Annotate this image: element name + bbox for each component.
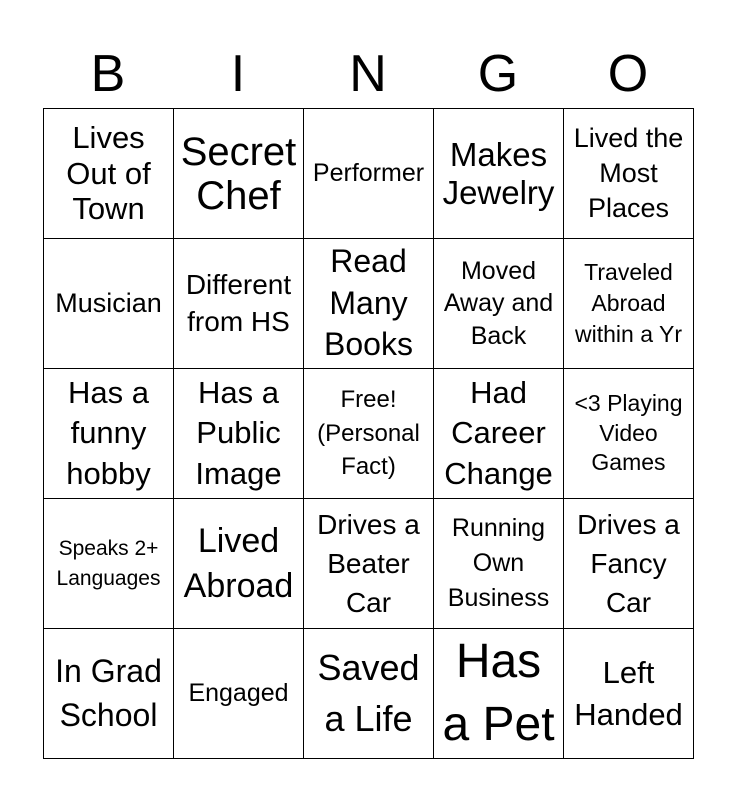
header-letter-g: G [477,45,519,103]
bingo-board [43,108,694,759]
bingo-header [43,40,693,108]
bingo-cell[interactable]: Performer [304,109,434,239]
bingo-cell[interactable]: Traveled Abroad within a Yr [564,239,694,369]
board-row [44,629,694,759]
bingo-cell[interactable]: Engaged [174,629,304,759]
board-row [44,369,694,499]
bingo-cell[interactable]: Musician [44,239,174,369]
bingo-cell[interactable]: Lived the Most Places [564,109,694,239]
bingo-cell[interactable]: Drives a Beater Car [304,499,434,629]
bingo-cell[interactable]: Drives a Fancy Car [564,499,694,629]
bingo-cell[interactable]: Secret Chef [174,109,304,239]
bingo-cell[interactable]: Different from HS [174,239,304,369]
bingo-cell[interactable]: Makes Jewelry [434,109,564,239]
board-row [44,499,694,629]
bingo-cell[interactable]: Moved Away and Back [434,239,564,369]
bingo-cell[interactable]: Running Own Business [434,499,564,629]
bingo-cell[interactable]: In Grad School [44,629,174,759]
bingo-cell[interactable]: Lived Abroad [174,499,304,629]
bingo-cell[interactable]: Free! (Personal Fact) [304,369,434,499]
bingo-cell[interactable]: Had Career Change [434,369,564,499]
bingo-cell[interactable]: Has a funny hobby [44,369,174,499]
bingo-cell[interactable]: Left Handed [564,629,694,759]
header-letter-i: I [230,45,246,103]
board-row [44,239,694,369]
bingo-cell[interactable]: Has a Pet [434,629,564,759]
bingo-cell[interactable]: <3 Playing Video Games [564,369,694,499]
header-letter-b: B [90,45,126,103]
bingo-cell[interactable]: Has a Public Image [174,369,304,499]
header-letter-o: O [607,45,649,103]
board-row [44,109,694,239]
bingo-cell[interactable]: Read Many Books [304,239,434,369]
header-letter-n: N [349,45,387,103]
bingo-cell[interactable]: Speaks 2+ Languages [44,499,174,629]
bingo-cell[interactable]: Lives Out of Town [44,109,174,239]
bingo-cell[interactable]: Saved a Life [304,629,434,759]
